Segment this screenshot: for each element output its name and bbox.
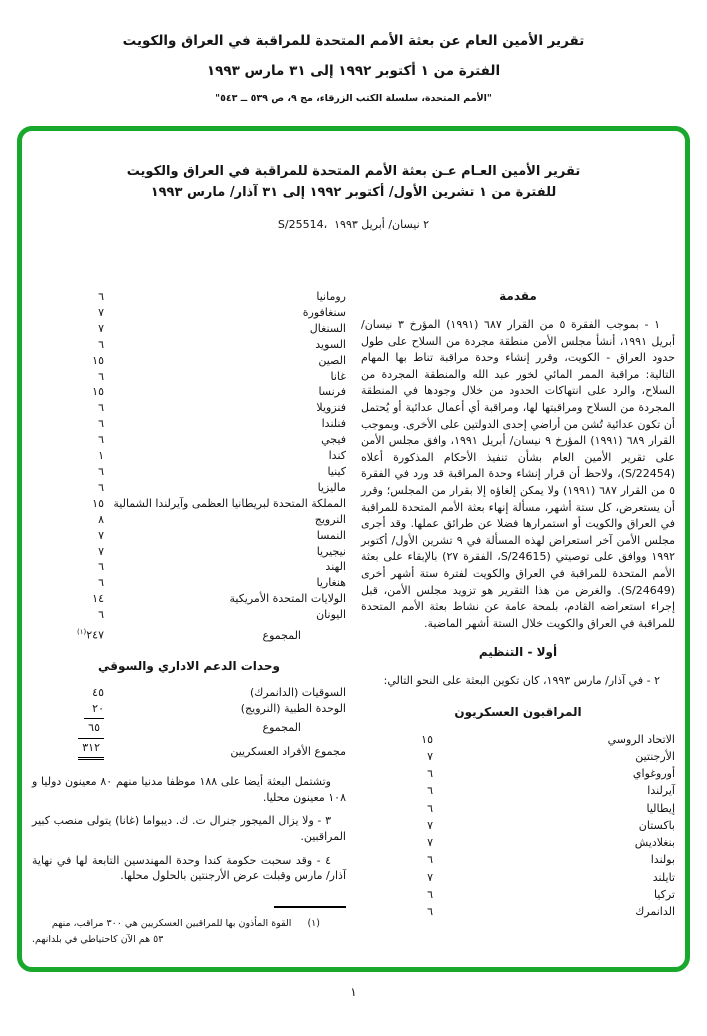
country-name: الهند bbox=[325, 560, 346, 574]
country-name: الولايات المتحدة الأمريكية bbox=[229, 592, 346, 606]
paragraph-3: ٣ - ولا يزال الميجور جنرال ت. ك. ديبواما (غانا) يتولى منصب كبير المراقبين. bbox=[32, 814, 346, 843]
observer-row bbox=[32, 575, 346, 591]
header-title-line1: تقرير الأمين العام عن بعثة الأمم المتحدة للمراقبة في العراق والكويت bbox=[122, 33, 585, 49]
observer-row bbox=[361, 731, 675, 748]
column-continuation bbox=[32, 289, 346, 947]
country-name: إيطاليا bbox=[646, 801, 675, 815]
observer-row bbox=[32, 448, 346, 464]
observer-row bbox=[32, 432, 346, 448]
observer-count: ١٥ bbox=[92, 496, 104, 510]
observer-count: ٦ bbox=[98, 464, 104, 478]
observer-row bbox=[32, 464, 346, 480]
observers-total-value bbox=[32, 625, 104, 644]
support-total-row bbox=[32, 718, 346, 736]
observer-row bbox=[32, 512, 346, 528]
paragraph-civilian-staff: وتشتمل البعثة أيضا على ١٨٨ موظفا مدنيا منهم ٨٠ معينون دوليا و ١٠٨ معينون محليا. bbox=[32, 775, 346, 804]
observer-count: ١٥ bbox=[92, 385, 104, 399]
observer-count: ١٥ bbox=[92, 353, 104, 367]
footnote-text-line2: ٥٣ هم الآن كاحتياطي في بلدانهم. bbox=[32, 933, 164, 945]
observer-count: ١٥ bbox=[421, 732, 433, 746]
observer-row bbox=[32, 480, 346, 496]
country-name: كندا bbox=[328, 449, 346, 463]
country-name: تركيا bbox=[653, 887, 675, 901]
observer-count: ٧ bbox=[427, 750, 433, 764]
observer-row bbox=[32, 416, 346, 432]
observer-count: ٦ bbox=[427, 853, 433, 867]
observer-count: ٦ bbox=[98, 576, 104, 590]
section-one-heading: أولا - التنظيم bbox=[478, 645, 558, 660]
footnote-separator bbox=[274, 906, 346, 908]
observer-row bbox=[32, 321, 346, 337]
observer-count: ٦ bbox=[427, 887, 433, 901]
paragraph-2: ٢ - في آذار/ مارس ١٩٩٣، كان تكوين البعثة على النحو التالي: bbox=[383, 674, 660, 688]
country-name: هنغاريا bbox=[316, 576, 346, 590]
country-name: الأرجنتين bbox=[635, 750, 675, 764]
country-name: ماليزيا bbox=[317, 480, 346, 494]
country-name: فرنسا bbox=[318, 385, 346, 399]
support-unit-count: ٤٥ bbox=[92, 685, 104, 699]
observer-count: ٦ bbox=[427, 784, 433, 798]
country-name: بولندا bbox=[650, 853, 675, 867]
support-total-number: ٦٥ bbox=[84, 718, 104, 736]
observer-row bbox=[361, 817, 675, 834]
observer-row bbox=[32, 591, 346, 607]
country-name: باكستان bbox=[638, 818, 675, 832]
country-name: الاتحاد الروسي bbox=[607, 732, 675, 746]
document-symbol-line bbox=[32, 218, 675, 231]
country-name: فنزويلا bbox=[316, 401, 346, 415]
observer-count: ٦ bbox=[98, 369, 104, 383]
observer-count: ٧ bbox=[98, 321, 104, 335]
observer-row bbox=[32, 337, 346, 353]
country-name: المملكة المتحدة لبريطانيا العظمى وآيرلندا الشمالية bbox=[113, 496, 346, 510]
footnote bbox=[32, 916, 346, 947]
observer-row bbox=[32, 384, 346, 400]
observer-count: ٦ bbox=[98, 560, 104, 574]
observer-count: ٦ bbox=[98, 480, 104, 494]
support-unit-count: ٢٠ bbox=[92, 701, 104, 715]
observers-total-label: المجموع bbox=[262, 628, 301, 642]
observer-row bbox=[361, 748, 675, 765]
military-total-row bbox=[32, 738, 346, 760]
observer-list-continued bbox=[32, 289, 346, 623]
support-unit-row bbox=[32, 701, 346, 717]
country-name: رومانيا bbox=[316, 290, 346, 303]
country-name: فنلندا bbox=[321, 417, 346, 431]
footnote-text-line1: القوة المأذون بها للمراقبين العسكريين هي ٣٠٠ مراقب، منهم bbox=[51, 917, 292, 929]
document-symbol: S/25514، bbox=[277, 218, 328, 231]
observer-count: ٦ bbox=[98, 608, 104, 622]
footnote-marker: (١) bbox=[307, 917, 320, 929]
country-name: النرويج bbox=[314, 512, 346, 526]
military-total-label: مجموع الأفراد العسكريين bbox=[230, 745, 346, 759]
country-name: السويد bbox=[315, 337, 346, 351]
observer-row bbox=[361, 800, 675, 817]
paragraph-4: ٤ - وقد سحبت حكومة كندا وحدة المهندسين التابعة لها في نهاية آذار/ مارس وقبلت عرض الأرجنتين بالحلول محلها. bbox=[32, 853, 346, 883]
observer-count: ٦ bbox=[427, 801, 433, 815]
observer-row bbox=[361, 869, 675, 886]
support-units-list bbox=[32, 685, 346, 717]
observer-row bbox=[32, 496, 346, 512]
country-name: آيرلندا bbox=[647, 784, 675, 798]
observer-row bbox=[32, 607, 346, 623]
report-title-line2: للفترة من ١ تشرين الأول/ أكتوبر ١٩٩٢ إلى ٣١ آذار/ مارس ١٩٩٣ bbox=[150, 185, 557, 200]
country-name: الدانمرك bbox=[635, 904, 675, 918]
military-total-value bbox=[32, 738, 104, 760]
support-unit-name: الوحدة الطبية (النرويج) bbox=[240, 701, 346, 715]
country-name: سنغافورة bbox=[302, 305, 346, 319]
observers-total-row bbox=[32, 625, 346, 644]
country-name: فيجي bbox=[321, 433, 346, 447]
observer-row bbox=[32, 369, 346, 385]
observers-total-number: ٢٤٧ bbox=[86, 628, 104, 642]
support-unit-name: السوقيات (الدانمرك) bbox=[249, 685, 346, 699]
observer-row bbox=[32, 400, 346, 416]
observer-count: ٦ bbox=[427, 767, 433, 781]
header-source-note: "الأمم المتحدة، سلسلة الكتب الزرقاء، مج ٩، ص ٥٣٩ ــ ٥٤٣" bbox=[215, 93, 492, 104]
observer-row bbox=[361, 886, 675, 903]
observers-heading: المراقبون العسكريون bbox=[454, 704, 582, 719]
observer-row bbox=[361, 834, 675, 851]
report-title-line1: تقرير الأمين العـام عـن بعثة الأمم المتحدة للمراقبة في العراق والكويت bbox=[126, 164, 581, 179]
paragraph-1: ١ - بموجب الفقرة ٥ من القرار ٦٨٧ (١٩٩١) المؤرخ ٣ نيسان/ أبريل ١٩٩١، أنشأ مجلس الأمن منطقة مجردة من السلاح على طول حدود العراق - الكويت، وقرر إنشاء وحدة مراقبة تناط بها المهام التالية: مراقبة الممر المائي لخور عبد الله والمنطقة المجردة من السلاح، والرد على انتهاكات الحدود من خلال وجودها في المنطقة المجردة من السلاح ومراقبتها لها، ومراقبة أي أعمال عدائية أو يُحتمل أن تكون عدائية تُشن من أراضي إحدى الدولتين على الأخرى. وبموجب القرار ٦٨٩ (١٩٩١) المؤرخ ٩ نيسان/ أبريل ١٩٩١، وافق مجلس الأمن على تقرير الأمين العام بشأن تنفيذ الأحكام المذكورة أعلاه (S/22454)، ولاحظ أن قرار إنشاء وحدة المراقبة قد ورد في الفقرة ٥ من القرار ٦٨٧ (١٩٩١) ولا يمكن إلغاؤه إلا بقرار من المجلس؛ وقرر أن يستعرض، كل ستة أشهر، مسألة إنهاء بعثة الأمم المتحدة للمراقبة في العراق والكويت أو استمرارها فضلا عن طرائق عملها. وقد أجرى مجلس الأمن آخر استعراض لهذه المسألة في ٩ تشرين الأول/ أكتوبر ١٩٩٢ ووافق على توصيتي (S/24615، الفقرة ٢٧) بالإبقاء على بعثة الأمم المتحدة للمراقبة في العراق والكويت لفترة ستة أشهر أخرى (S/24649). والغرض من هذا التقرير هو تزويد مجلس الأمن، قبل إجراء استعراضه القادم، بلمحة عامة عن نشاط بعثة الأمم المتحدة للمراقبة في العراق والكويت خلال الستة أشهر الماضية. bbox=[361, 318, 676, 630]
two-column-body bbox=[32, 289, 675, 947]
observer-count: ٧ bbox=[98, 528, 104, 542]
country-name: اليونان bbox=[316, 608, 346, 622]
highlighted-report-region bbox=[17, 126, 690, 972]
country-name: تايلند bbox=[652, 870, 675, 884]
support-unit-row bbox=[32, 685, 346, 701]
observer-row bbox=[361, 851, 675, 868]
observer-count: ١ bbox=[98, 449, 104, 463]
country-name: كينيا bbox=[327, 464, 346, 478]
header-title-line2: الفترة من ١ أكتوبر ١٩٩٢ إلى ٣١ مارس ١٩٩٣ bbox=[206, 63, 501, 79]
observer-row bbox=[32, 528, 346, 544]
observer-count: ٦ bbox=[98, 290, 104, 303]
country-name: نيجيريا bbox=[316, 544, 346, 558]
observer-row bbox=[32, 289, 346, 305]
country-name: أوروغواي bbox=[632, 767, 675, 781]
support-total-value bbox=[32, 718, 104, 736]
observer-row bbox=[361, 765, 675, 782]
report-title bbox=[32, 161, 675, 203]
observer-row bbox=[361, 782, 675, 799]
observer-count: ٧ bbox=[427, 870, 433, 884]
support-total-label: المجموع bbox=[262, 721, 301, 735]
observer-count: ٧ bbox=[98, 305, 104, 319]
country-name: غانا bbox=[330, 369, 346, 383]
document-date: ٢ نيسان/ أبريل ١٩٩٣ bbox=[334, 218, 430, 231]
observer-row bbox=[32, 559, 346, 575]
observer-row bbox=[361, 903, 675, 920]
observer-count: ٧ bbox=[427, 818, 433, 832]
column-main bbox=[361, 289, 675, 920]
observer-count: ١٤ bbox=[92, 592, 104, 606]
observer-count: ٦ bbox=[427, 904, 433, 918]
military-total-number: ٣١٢ bbox=[78, 738, 104, 760]
country-name: الصين bbox=[318, 353, 346, 367]
country-name: السنغال bbox=[309, 321, 346, 335]
document-header bbox=[0, 33, 707, 104]
page-number: ١ bbox=[350, 985, 357, 999]
footnote-reference: (١) bbox=[77, 628, 87, 637]
observer-row bbox=[32, 305, 346, 321]
observer-count: ٧ bbox=[427, 836, 433, 850]
observer-list-start bbox=[361, 731, 675, 920]
observer-count: ٨ bbox=[98, 512, 104, 526]
observer-count: ٦ bbox=[98, 401, 104, 415]
country-name: بنغلاديش bbox=[634, 836, 675, 850]
observer-count: ٦ bbox=[98, 417, 104, 431]
support-units-heading: وحدات الدعم الاداري والسوقي bbox=[98, 658, 280, 673]
observer-count: ٧ bbox=[98, 544, 104, 558]
observer-count: ٦ bbox=[98, 337, 104, 351]
observer-row bbox=[32, 544, 346, 560]
observer-row bbox=[32, 353, 346, 369]
observer-count: ٦ bbox=[98, 433, 104, 447]
country-name: النمسا bbox=[316, 528, 346, 542]
intro-heading: مقدمة bbox=[499, 289, 537, 303]
